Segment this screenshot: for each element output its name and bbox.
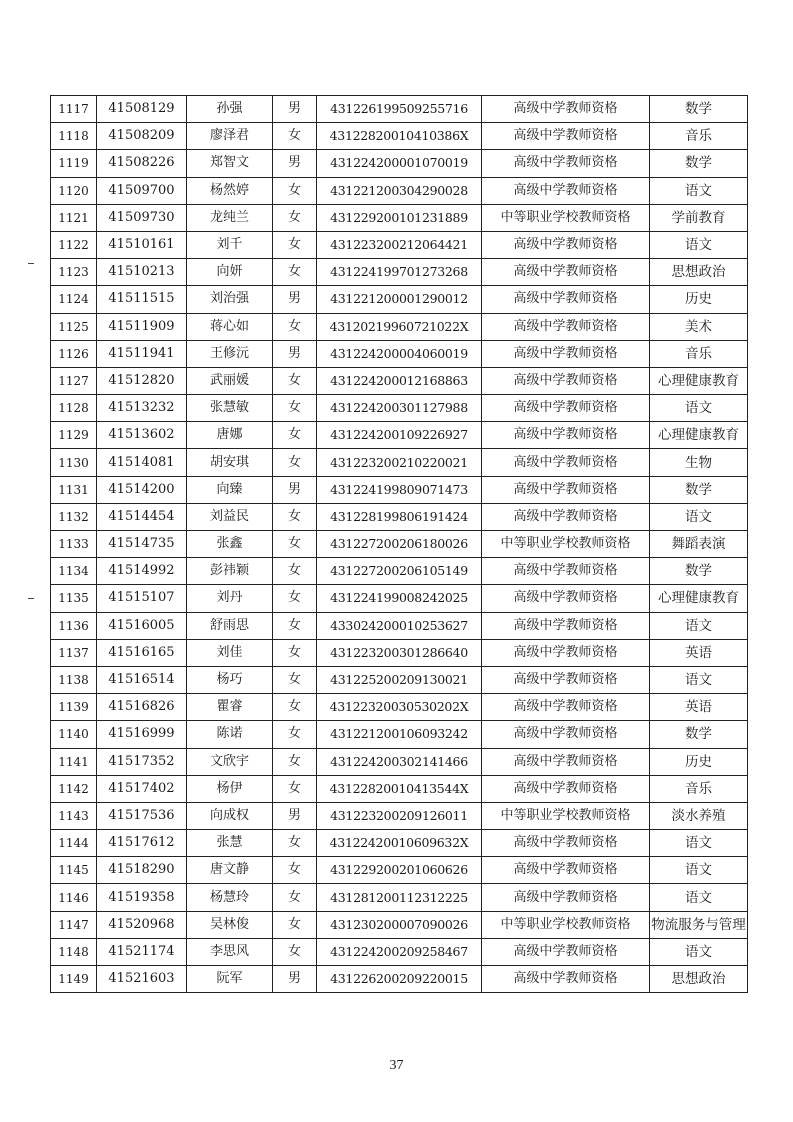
- row-number-cell: 1134: [51, 558, 97, 585]
- certificate-type-cell: 高级中学教师资格: [482, 558, 650, 585]
- name-cell: 张慧: [187, 830, 273, 857]
- table-row: [51, 150, 748, 177]
- gender-cell: 女: [273, 694, 317, 721]
- certificate-type-cell: 高级中学教师资格: [482, 884, 650, 911]
- subject-cell: 物流服务与管理: [650, 911, 748, 938]
- name-cell: 文欣宇: [187, 748, 273, 775]
- gender-cell: 女: [273, 830, 317, 857]
- name-cell: 向成权: [187, 802, 273, 829]
- id-number-cell: 431224200001070019: [317, 150, 482, 177]
- name-cell: 刘治强: [187, 286, 273, 313]
- subject-cell: 语文: [650, 612, 748, 639]
- certificate-type-cell: 高级中学教师资格: [482, 313, 650, 340]
- subject-cell: 音乐: [650, 340, 748, 367]
- row-number-cell: 1133: [51, 531, 97, 558]
- certificate-type-cell: 高级中学教师资格: [482, 259, 650, 286]
- row-number-cell: 1146: [51, 884, 97, 911]
- exam-number-cell: 41517536: [97, 802, 187, 829]
- name-cell: 刘千: [187, 231, 273, 258]
- scan-mark: [28, 598, 34, 599]
- gender-cell: 男: [273, 150, 317, 177]
- certificate-type-cell: 高级中学教师资格: [482, 96, 650, 123]
- table-row: [51, 558, 748, 585]
- certificate-type-cell: 高级中学教师资格: [482, 748, 650, 775]
- certificate-type-cell: 高级中学教师资格: [482, 286, 650, 313]
- certificate-type-cell: 中等职业学校教师资格: [482, 802, 650, 829]
- name-cell: 瞿睿: [187, 694, 273, 721]
- table-row: [51, 748, 748, 775]
- subject-cell: 语文: [650, 503, 748, 530]
- table-row: [51, 721, 748, 748]
- exam-number-cell: 41511941: [97, 340, 187, 367]
- exam-number-cell: 41510213: [97, 259, 187, 286]
- certificate-type-cell: 高级中学教师资格: [482, 367, 650, 394]
- gender-cell: 女: [273, 231, 317, 258]
- row-number-cell: 1124: [51, 286, 97, 313]
- row-number-cell: 1125: [51, 313, 97, 340]
- id-number-cell: 431224199701273268: [317, 259, 482, 286]
- name-cell: 唐娜: [187, 422, 273, 449]
- id-number-cell: 431225200209130021: [317, 666, 482, 693]
- name-cell: 王修沅: [187, 340, 273, 367]
- name-cell: 孙强: [187, 96, 273, 123]
- exam-number-cell: 41516165: [97, 639, 187, 666]
- table-row: [51, 177, 748, 204]
- id-number-cell: 431227200206180026: [317, 531, 482, 558]
- certificate-type-cell: 高级中学教师资格: [482, 938, 650, 965]
- certificate-type-cell: 中等职业学校教师资格: [482, 531, 650, 558]
- exam-number-cell: 41516514: [97, 666, 187, 693]
- table-row: [51, 340, 748, 367]
- certificate-type-cell: 高级中学教师资格: [482, 476, 650, 503]
- gender-cell: 女: [273, 639, 317, 666]
- gender-cell: 女: [273, 449, 317, 476]
- exam-number-cell: 41516826: [97, 694, 187, 721]
- id-number-cell: 43122420010609632X: [317, 830, 482, 857]
- name-cell: 张鑫: [187, 531, 273, 558]
- subject-cell: 历史: [650, 286, 748, 313]
- subject-cell: 语文: [650, 666, 748, 693]
- subject-cell: 英语: [650, 694, 748, 721]
- row-number-cell: 1117: [51, 96, 97, 123]
- gender-cell: 女: [273, 612, 317, 639]
- certificate-type-cell: 高级中学教师资格: [482, 395, 650, 422]
- name-cell: 杨然婷: [187, 177, 273, 204]
- row-number-cell: 1149: [51, 966, 97, 993]
- subject-cell: 数学: [650, 96, 748, 123]
- table-row: [51, 938, 748, 965]
- id-number-cell: 431221200001290012: [317, 286, 482, 313]
- name-cell: 杨伊: [187, 775, 273, 802]
- name-cell: 刘丹: [187, 585, 273, 612]
- table-body: [51, 96, 748, 993]
- certificate-type-cell: 高级中学教师资格: [482, 639, 650, 666]
- gender-cell: 男: [273, 340, 317, 367]
- row-number-cell: 1142: [51, 775, 97, 802]
- gender-cell: 女: [273, 748, 317, 775]
- row-number-cell: 1120: [51, 177, 97, 204]
- subject-cell: 历史: [650, 748, 748, 775]
- table-row: [51, 884, 748, 911]
- certificate-type-cell: 中等职业学校教师资格: [482, 204, 650, 231]
- row-number-cell: 1121: [51, 204, 97, 231]
- table-row: [51, 612, 748, 639]
- scan-mark: [28, 263, 34, 264]
- gender-cell: 女: [273, 503, 317, 530]
- certificate-type-cell: 高级中学教师资格: [482, 612, 650, 639]
- name-cell: 龙纯兰: [187, 204, 273, 231]
- gender-cell: 女: [273, 422, 317, 449]
- subject-cell: 数学: [650, 558, 748, 585]
- row-number-cell: 1147: [51, 911, 97, 938]
- id-number-cell: 431224200209258467: [317, 938, 482, 965]
- exam-number-cell: 41509730: [97, 204, 187, 231]
- exam-number-cell: 41511515: [97, 286, 187, 313]
- row-number-cell: 1140: [51, 721, 97, 748]
- table-row: [51, 775, 748, 802]
- name-cell: 刘佳: [187, 639, 273, 666]
- row-number-cell: 1138: [51, 666, 97, 693]
- id-number-cell: 43120219960721022X: [317, 313, 482, 340]
- name-cell: 唐文静: [187, 857, 273, 884]
- name-cell: 杨慧玲: [187, 884, 273, 911]
- id-number-cell: 431227200206105149: [317, 558, 482, 585]
- id-number-cell: 431223200209126011: [317, 802, 482, 829]
- name-cell: 向妍: [187, 259, 273, 286]
- id-number-cell: 43122820010413544X: [317, 775, 482, 802]
- gender-cell: 男: [273, 966, 317, 993]
- table-row: [51, 585, 748, 612]
- name-cell: 蒋心如: [187, 313, 273, 340]
- subject-cell: 心理健康教育: [650, 422, 748, 449]
- certificate-type-cell: 中等职业学校教师资格: [482, 911, 650, 938]
- table-row: [51, 313, 748, 340]
- row-number-cell: 1135: [51, 585, 97, 612]
- gender-cell: 女: [273, 313, 317, 340]
- table-row: [51, 639, 748, 666]
- subject-cell: 语文: [650, 884, 748, 911]
- table-row: [51, 802, 748, 829]
- row-number-cell: 1145: [51, 857, 97, 884]
- id-number-cell: 431224200302141466: [317, 748, 482, 775]
- exam-number-cell: 41517612: [97, 830, 187, 857]
- certificate-type-cell: 高级中学教师资格: [482, 585, 650, 612]
- gender-cell: 女: [273, 367, 317, 394]
- certificate-type-cell: 高级中学教师资格: [482, 721, 650, 748]
- row-number-cell: 1143: [51, 802, 97, 829]
- table-row: [51, 422, 748, 449]
- exam-number-cell: 41519358: [97, 884, 187, 911]
- name-cell: 彭祎颖: [187, 558, 273, 585]
- row-number-cell: 1141: [51, 748, 97, 775]
- name-cell: 刘益民: [187, 503, 273, 530]
- subject-cell: 数学: [650, 150, 748, 177]
- certificate-type-cell: 高级中学教师资格: [482, 503, 650, 530]
- exam-number-cell: 41510161: [97, 231, 187, 258]
- certificate-type-cell: 高级中学教师资格: [482, 422, 650, 449]
- row-number-cell: 1139: [51, 694, 97, 721]
- table-row: [51, 286, 748, 313]
- name-cell: 阮军: [187, 966, 273, 993]
- subject-cell: 语文: [650, 231, 748, 258]
- row-number-cell: 1144: [51, 830, 97, 857]
- table-row: [51, 666, 748, 693]
- id-number-cell: 43122320030530202X: [317, 694, 482, 721]
- table-row: [51, 531, 748, 558]
- name-cell: 李思风: [187, 938, 273, 965]
- id-number-cell: 431224200109226927: [317, 422, 482, 449]
- row-number-cell: 1129: [51, 422, 97, 449]
- gender-cell: 女: [273, 585, 317, 612]
- row-number-cell: 1131: [51, 476, 97, 503]
- subject-cell: 美术: [650, 313, 748, 340]
- subject-cell: 学前教育: [650, 204, 748, 231]
- subject-cell: 数学: [650, 721, 748, 748]
- subject-cell: 音乐: [650, 123, 748, 150]
- row-number-cell: 1118: [51, 123, 97, 150]
- exam-number-cell: 41518290: [97, 857, 187, 884]
- exam-number-cell: 41517402: [97, 775, 187, 802]
- table-row: [51, 857, 748, 884]
- row-number-cell: 1122: [51, 231, 97, 258]
- gender-cell: 女: [273, 558, 317, 585]
- table-row: [51, 476, 748, 503]
- exam-number-cell: 41512820: [97, 367, 187, 394]
- certificate-type-cell: 高级中学教师资格: [482, 857, 650, 884]
- exam-number-cell: 41514200: [97, 476, 187, 503]
- table-row: [51, 204, 748, 231]
- table-row: [51, 830, 748, 857]
- name-cell: 张慧敏: [187, 395, 273, 422]
- id-number-cell: 43122820010410386X: [317, 123, 482, 150]
- table-row: [51, 503, 748, 530]
- table-row: [51, 231, 748, 258]
- subject-cell: 淡水养殖: [650, 802, 748, 829]
- subject-cell: 语文: [650, 857, 748, 884]
- gender-cell: 男: [273, 802, 317, 829]
- id-number-cell: 431224200004060019: [317, 340, 482, 367]
- gender-cell: 女: [273, 204, 317, 231]
- id-number-cell: 431223200301286640: [317, 639, 482, 666]
- subject-cell: 数学: [650, 476, 748, 503]
- name-cell: 吴林俊: [187, 911, 273, 938]
- subject-cell: 语文: [650, 395, 748, 422]
- gender-cell: 女: [273, 775, 317, 802]
- table-row: [51, 395, 748, 422]
- id-number-cell: 431228199806191424: [317, 503, 482, 530]
- gender-cell: 女: [273, 938, 317, 965]
- table-row: [51, 123, 748, 150]
- certificate-type-cell: 高级中学教师资格: [482, 231, 650, 258]
- name-cell: 杨巧: [187, 666, 273, 693]
- exam-number-cell: 41517352: [97, 748, 187, 775]
- row-number-cell: 1132: [51, 503, 97, 530]
- id-number-cell: 431221200106093242: [317, 721, 482, 748]
- gender-cell: 男: [273, 96, 317, 123]
- row-number-cell: 1136: [51, 612, 97, 639]
- subject-cell: 语文: [650, 177, 748, 204]
- id-number-cell: 431226199509255716: [317, 96, 482, 123]
- row-number-cell: 1137: [51, 639, 97, 666]
- id-number-cell: 431223200210220021: [317, 449, 482, 476]
- subject-cell: 语文: [650, 938, 748, 965]
- exam-number-cell: 41508129: [97, 96, 187, 123]
- certificate-type-cell: 高级中学教师资格: [482, 340, 650, 367]
- gender-cell: 男: [273, 476, 317, 503]
- exam-number-cell: 41515107: [97, 585, 187, 612]
- subject-cell: 生物: [650, 449, 748, 476]
- subject-cell: 英语: [650, 639, 748, 666]
- table-row: [51, 694, 748, 721]
- row-number-cell: 1126: [51, 340, 97, 367]
- page-number: 37: [389, 1058, 404, 1073]
- subject-cell: 思想政治: [650, 966, 748, 993]
- certificate-type-cell: 高级中学教师资格: [482, 830, 650, 857]
- exam-number-cell: 41514992: [97, 558, 187, 585]
- certificate-type-cell: 高级中学教师资格: [482, 775, 650, 802]
- id-number-cell: 431224200301127988: [317, 395, 482, 422]
- certificate-type-cell: 高级中学教师资格: [482, 694, 650, 721]
- id-number-cell: 431226200209220015: [317, 966, 482, 993]
- row-number-cell: 1119: [51, 150, 97, 177]
- gender-cell: 女: [273, 721, 317, 748]
- name-cell: 舒雨思: [187, 612, 273, 639]
- exam-number-cell: 41521603: [97, 966, 187, 993]
- exam-number-cell: 41514454: [97, 503, 187, 530]
- row-number-cell: 1123: [51, 259, 97, 286]
- exam-number-cell: 41508226: [97, 150, 187, 177]
- gender-cell: 女: [273, 911, 317, 938]
- exam-number-cell: 41516005: [97, 612, 187, 639]
- gender-cell: 女: [273, 395, 317, 422]
- row-number-cell: 1128: [51, 395, 97, 422]
- exam-number-cell: 41509700: [97, 177, 187, 204]
- row-number-cell: 1130: [51, 449, 97, 476]
- id-number-cell: 431223200212064421: [317, 231, 482, 258]
- certificate-type-cell: 高级中学教师资格: [482, 666, 650, 693]
- subject-cell: 思想政治: [650, 259, 748, 286]
- candidate-table: [50, 95, 748, 993]
- exam-number-cell: 41513232: [97, 395, 187, 422]
- id-number-cell: 431229200101231889: [317, 204, 482, 231]
- name-cell: 胡安琪: [187, 449, 273, 476]
- id-number-cell: 431281200112312225: [317, 884, 482, 911]
- certificate-type-cell: 高级中学教师资格: [482, 966, 650, 993]
- name-cell: 廖泽君: [187, 123, 273, 150]
- gender-cell: 女: [273, 177, 317, 204]
- table-row: [51, 367, 748, 394]
- table-row: [51, 911, 748, 938]
- gender-cell: 女: [273, 666, 317, 693]
- id-number-cell: 431221200304290028: [317, 177, 482, 204]
- subject-cell: 语文: [650, 830, 748, 857]
- exam-number-cell: 41514081: [97, 449, 187, 476]
- id-number-cell: 431224199809071473: [317, 476, 482, 503]
- certificate-type-cell: 高级中学教师资格: [482, 123, 650, 150]
- id-number-cell: 431230200007090026: [317, 911, 482, 938]
- id-number-cell: 433024200010253627: [317, 612, 482, 639]
- exam-number-cell: 41520968: [97, 911, 187, 938]
- id-number-cell: 431224200012168863: [317, 367, 482, 394]
- name-cell: 向臻: [187, 476, 273, 503]
- id-number-cell: 431224199008242025: [317, 585, 482, 612]
- table-row: [51, 449, 748, 476]
- gender-cell: 女: [273, 857, 317, 884]
- subject-cell: 舞蹈表演: [650, 531, 748, 558]
- subject-cell: 音乐: [650, 775, 748, 802]
- certificate-type-cell: 高级中学教师资格: [482, 150, 650, 177]
- gender-cell: 女: [273, 259, 317, 286]
- name-cell: 武丽媛: [187, 367, 273, 394]
- name-cell: 郑智文: [187, 150, 273, 177]
- gender-cell: 女: [273, 531, 317, 558]
- row-number-cell: 1127: [51, 367, 97, 394]
- exam-number-cell: 41511909: [97, 313, 187, 340]
- exam-number-cell: 41521174: [97, 938, 187, 965]
- row-number-cell: 1148: [51, 938, 97, 965]
- gender-cell: 女: [273, 123, 317, 150]
- subject-cell: 心理健康教育: [650, 585, 748, 612]
- gender-cell: 女: [273, 884, 317, 911]
- table-row: [51, 259, 748, 286]
- exam-number-cell: 41513602: [97, 422, 187, 449]
- id-number-cell: 431229200201060626: [317, 857, 482, 884]
- exam-number-cell: 41508209: [97, 123, 187, 150]
- certificate-type-cell: 高级中学教师资格: [482, 449, 650, 476]
- name-cell: 陈诺: [187, 721, 273, 748]
- table-row: [51, 966, 748, 993]
- gender-cell: 男: [273, 286, 317, 313]
- subject-cell: 心理健康教育: [650, 367, 748, 394]
- exam-number-cell: 41516999: [97, 721, 187, 748]
- table-row: [51, 96, 748, 123]
- exam-number-cell: 41514735: [97, 531, 187, 558]
- certificate-type-cell: 高级中学教师资格: [482, 177, 650, 204]
